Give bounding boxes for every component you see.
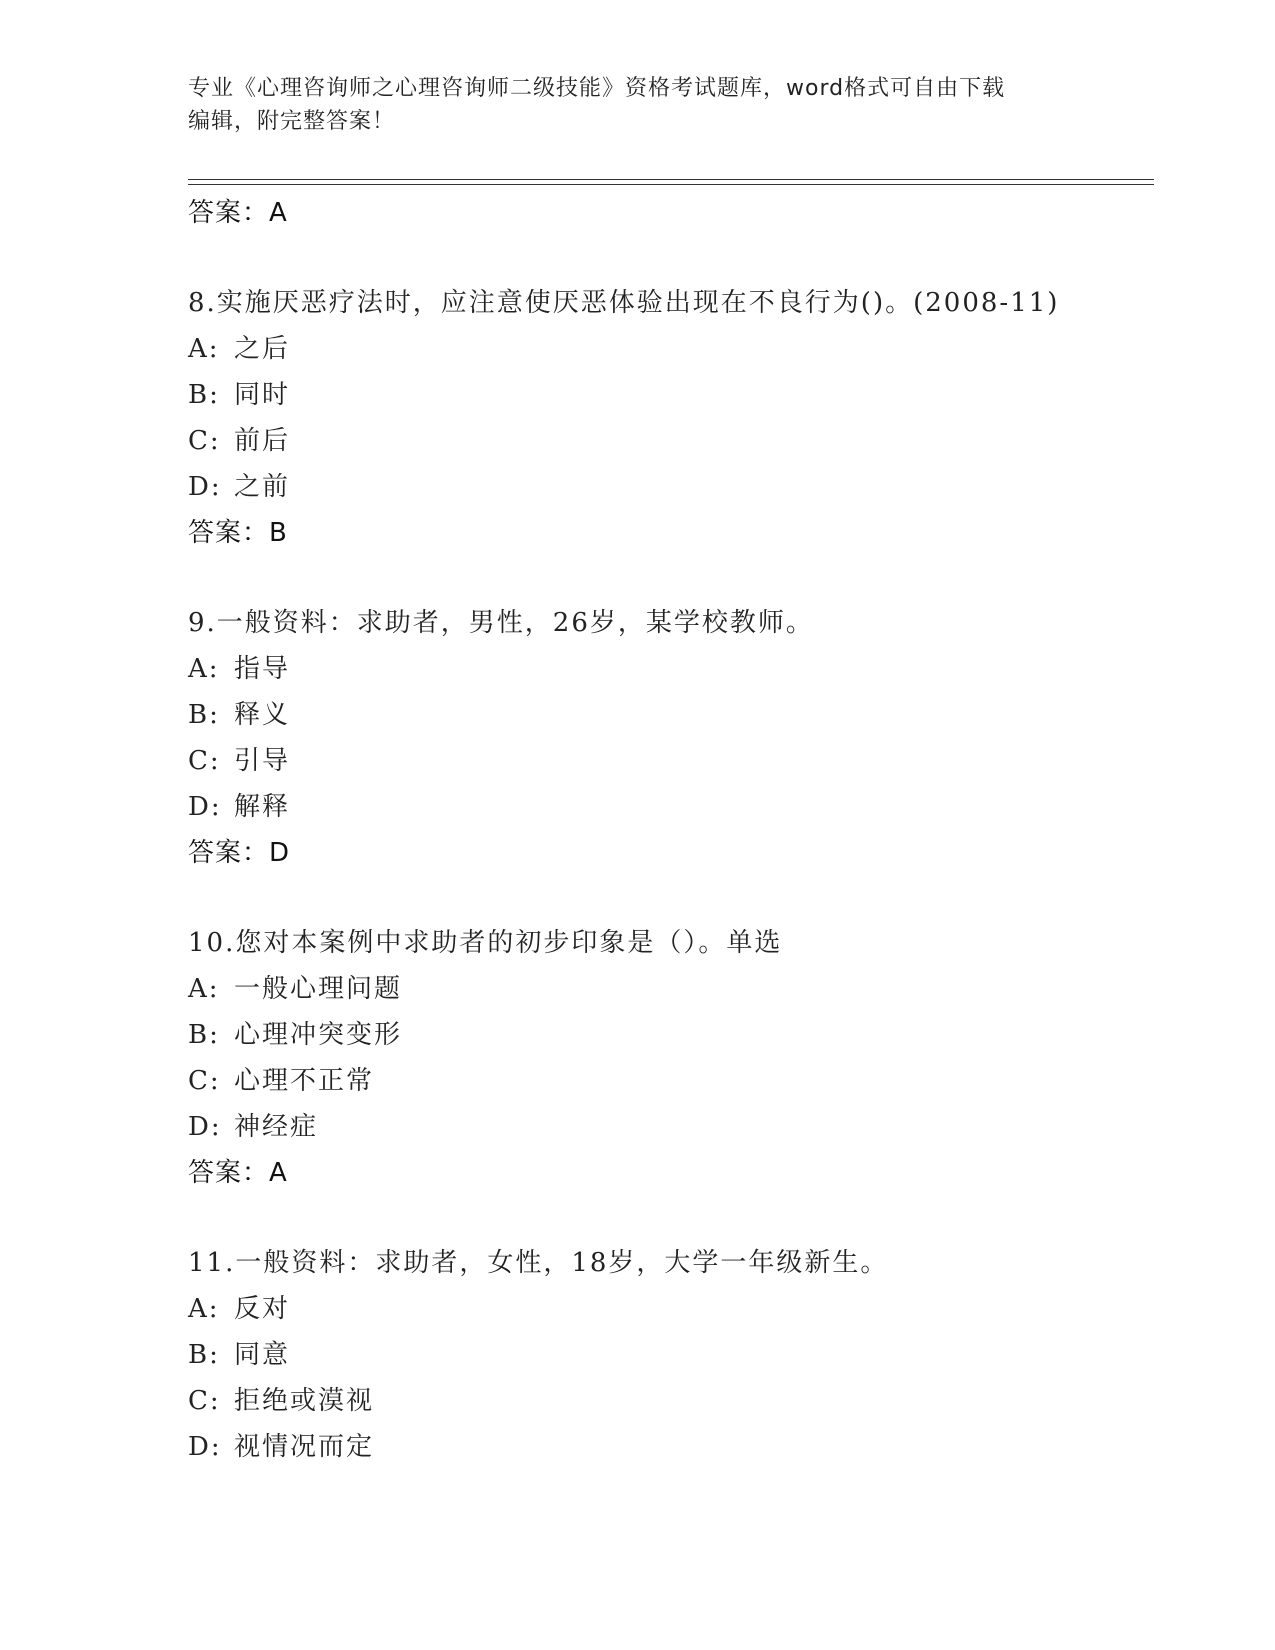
question-block-9 [188,600,1154,876]
question-stem: 9.一般资料：求助者，男性，26岁，某学校教师。 [188,608,814,638]
spacer [188,1196,1154,1240]
option-b [188,1332,1154,1378]
option-letter: D: [188,1112,222,1142]
option-letter: D: [188,1432,222,1462]
option-text: 神经症 [234,1112,319,1142]
option-d [188,1104,1154,1150]
option-a [188,646,1154,692]
option-letter: D: [188,472,222,502]
question-answer: 答案：A [188,1158,288,1188]
option-text: 同意 [234,1340,291,1370]
option-b [188,372,1154,418]
header-line-2: 编辑，附完整答案！ [188,109,396,134]
option-letter: C: [188,1066,221,1096]
option-letter: A: [188,334,220,364]
option-letter: B: [188,1020,220,1050]
option-text: 解释 [234,792,291,822]
option-text: 拒绝或漠视 [234,1386,375,1416]
spacer [188,876,1154,920]
question-answer: 答案：B [188,518,288,548]
option-text: 心理冲突变形 [234,1020,403,1050]
option-text: 视情况而定 [234,1432,375,1462]
option-text: 前后 [234,426,291,456]
option-d [188,784,1154,830]
spacer [188,556,1154,600]
option-a [188,1286,1154,1332]
option-c [188,418,1154,464]
option-text: 指导 [234,654,291,684]
option-text: 之后 [234,334,291,364]
option-letter: C: [188,426,221,456]
option-letter: A: [188,974,220,1004]
header-divider-bottom [188,184,1154,185]
previous-answer: 答案：A [188,198,288,228]
option-c [188,738,1154,784]
question-block-10 [188,920,1154,1196]
question-stem: 11.一般资料：求助者，女性，18岁，大学一年级新生。 [188,1248,889,1278]
option-letter: B: [188,1340,220,1370]
option-text: 反对 [234,1294,291,1324]
header-divider-top [188,179,1154,180]
option-text: 释义 [234,700,291,730]
option-b [188,692,1154,738]
option-c [188,1378,1154,1424]
option-letter: B: [188,380,220,410]
question-stem: 10.您对本案例中求助者的初步印象是（）。单选 [188,928,783,958]
question-answer: 答案：D [188,838,291,868]
option-letter: C: [188,1386,221,1416]
option-text: 引导 [234,746,291,776]
question-stem: 8.实施厌恶疗法时，应注意使厌恶体验出现在不良行为()。(2008-11) [188,288,1060,318]
option-letter: C: [188,746,221,776]
option-text: 同时 [234,380,291,410]
spacer [188,236,1154,280]
option-letter: B: [188,700,220,730]
option-d [188,1424,1154,1470]
document-header [188,72,1088,138]
question-block-8 [188,280,1154,556]
option-text: 之前 [234,472,291,502]
option-c [188,1058,1154,1104]
option-d [188,464,1154,510]
option-b [188,1012,1154,1058]
question-list [188,190,1154,1470]
option-letter: A: [188,1294,220,1324]
option-letter: D: [188,792,222,822]
question-block-11 [188,1240,1154,1470]
option-a [188,966,1154,1012]
option-letter: A: [188,654,220,684]
option-a [188,326,1154,372]
header-line-1: 专业《心理咨询师之心理咨询师二级技能》资格考试题库，word格式可自由下载 [188,76,1006,101]
option-text: 一般心理问题 [234,974,403,1004]
option-text: 心理不正常 [234,1066,375,1096]
